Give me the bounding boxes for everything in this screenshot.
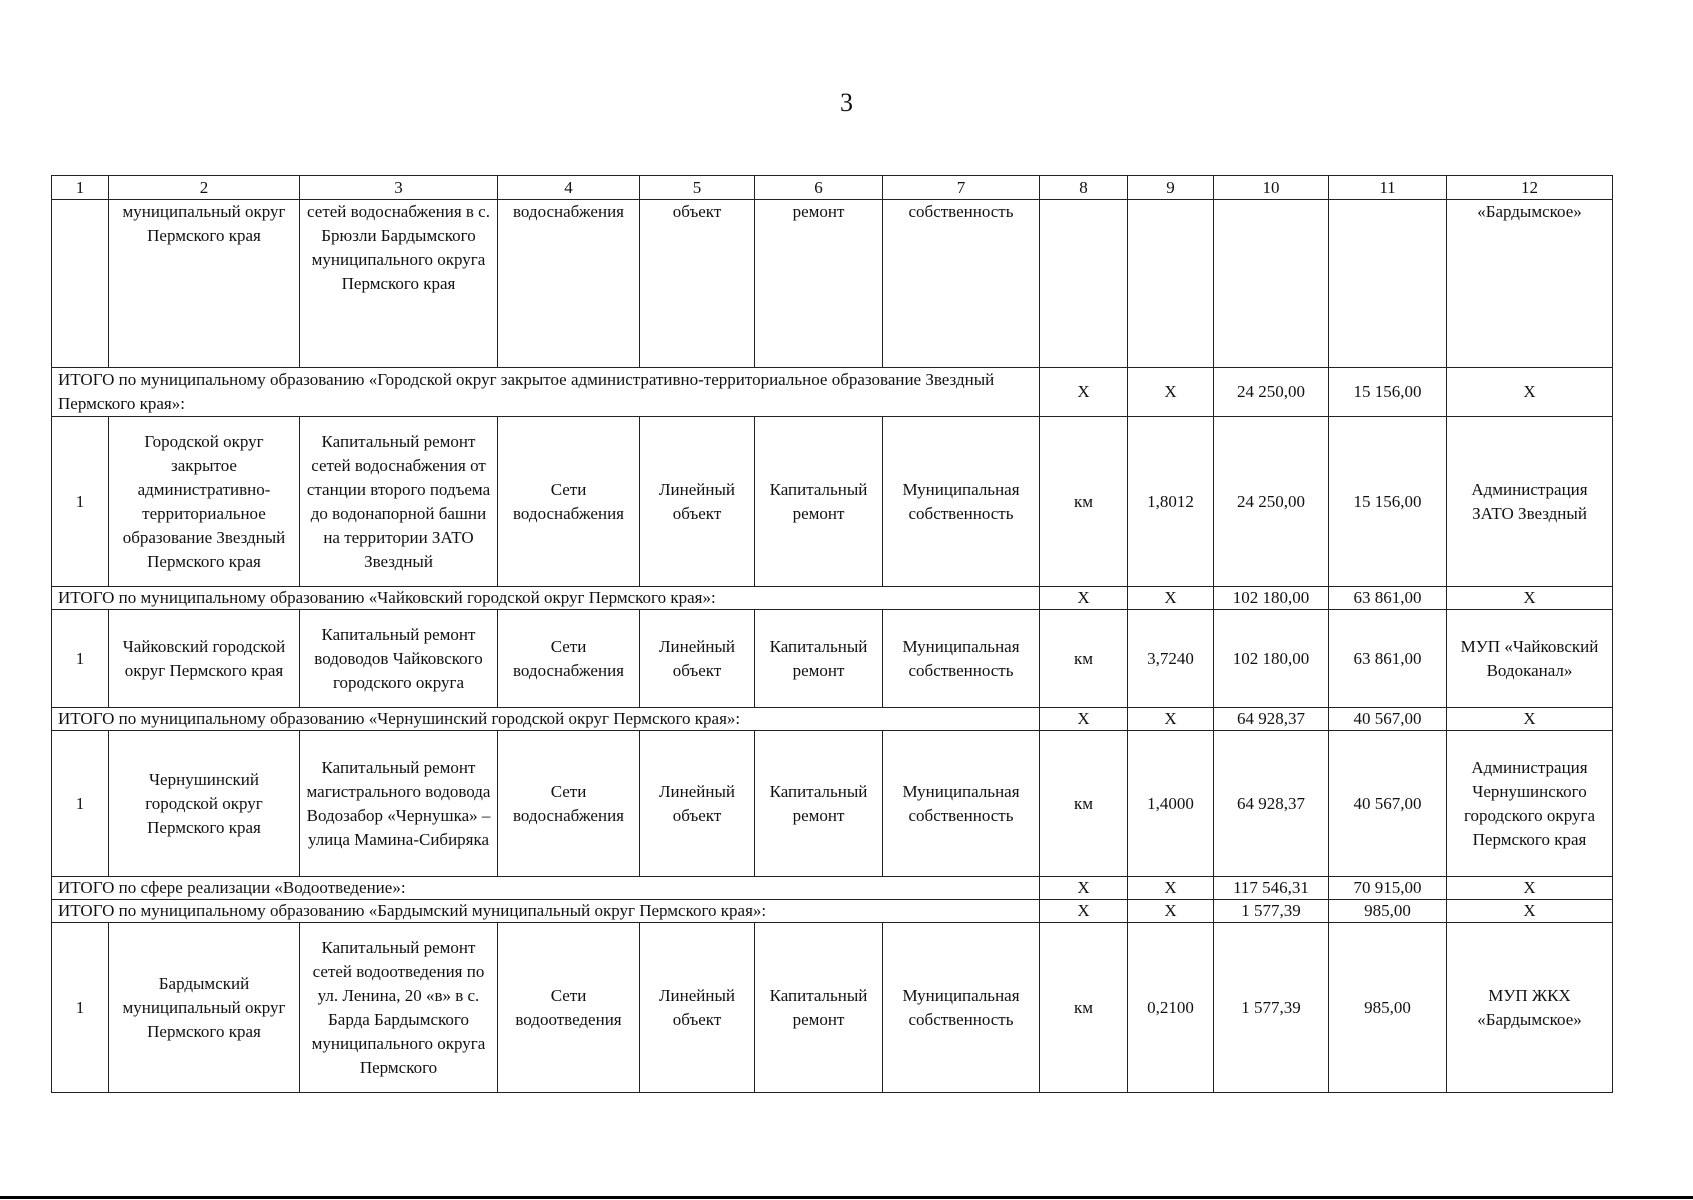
table-cell: 117 546,31 [1214,877,1329,900]
table-cell: 63 861,00 [1329,587,1447,610]
total-label: ИТОГО по сфере реализации «Водоотведение»: [52,877,1040,900]
header-cell: 5 [640,176,755,200]
table-cell: 102 180,00 [1214,610,1329,708]
table-cell: 985,00 [1329,900,1447,923]
table-cell: км [1040,610,1128,708]
table-cell: Х [1128,368,1214,417]
header-cell: 3 [300,176,498,200]
table-cell: 1 [52,923,109,1093]
header-cell: 9 [1128,176,1214,200]
table-cell: сетей водоснабжения в с. Брюзли Бардымского муниципального округа Пермского края [300,200,498,368]
table-cell [52,200,109,368]
table-cell: Капитальный ремонт [755,731,883,877]
header-row [52,176,1613,200]
header-cell: 12 [1447,176,1613,200]
table-cell: объект [640,200,755,368]
header-cell: 6 [755,176,883,200]
total-row [52,877,1613,900]
table-cell: Х [1128,708,1214,731]
table-cell: МУП «Чайковский Водоканал» [1447,610,1613,708]
table-cell: Капитальный ремонт [755,923,883,1093]
table-row-continuation [52,200,1613,368]
table-cell: Капитальный ремонт [755,417,883,587]
table-cell: 1 [52,731,109,877]
table-cell [1329,200,1447,368]
page-number: 3 [840,88,853,117]
table-cell: собственность [883,200,1040,368]
table-cell: 102 180,00 [1214,587,1329,610]
table-cell: Администрация ЗАТО Звездный [1447,417,1613,587]
table-cell: водоснабжения [498,200,640,368]
table-cell: 1 577,39 [1214,923,1329,1093]
table-cell: Капитальный ремонт сетей водоснабжения от станции второго подъема до водонапорной башни на территории ЗАТО Звездный [300,417,498,587]
table-cell: Х [1128,587,1214,610]
table-cell: км [1040,731,1128,877]
table-cell: Х [1128,900,1214,923]
header-cell: 4 [498,176,640,200]
table-cell: Муниципальная собственность [883,417,1040,587]
table-cell: 1 [52,610,109,708]
table-cell: Сети водоотведения [498,923,640,1093]
table-cell: 1,8012 [1128,417,1214,587]
total-row [52,368,1613,417]
table-cell: Линейный объект [640,923,755,1093]
header-cell: 8 [1040,176,1128,200]
total-label: ИТОГО по муниципальному образованию «Чайковский городской округ Пермского края»: [52,587,1040,610]
table-cell: Капитальный ремонт сетей водоотведения по ул. Ленина, 20 «в» в с. Барда Бардымского муниципального округа Пермского [300,923,498,1093]
table-cell [1214,200,1329,368]
table-cell: Бардымский муниципальный округ Пермского края [109,923,300,1093]
table-cell: 64 928,37 [1214,708,1329,731]
total-row [52,587,1613,610]
table-row [52,923,1613,1093]
table-cell: 1 [52,417,109,587]
table-cell: 40 567,00 [1329,708,1447,731]
header-cell: 1 [52,176,109,200]
table-cell: 40 567,00 [1329,731,1447,877]
table-cell: Муниципальная собственность [883,923,1040,1093]
table-cell: 3,7240 [1128,610,1214,708]
total-label: ИТОГО по муниципальному образованию «Городской округ закрытое административно-территориальное образование Звездный Пермского края»: [52,368,1040,417]
table-cell: Х [1040,877,1128,900]
header-cell: 10 [1214,176,1329,200]
table-row [52,610,1613,708]
table-cell: Чернушинский городской округ Пермского края [109,731,300,877]
table-cell: 15 156,00 [1329,417,1447,587]
table-cell: Сети водоснабжения [498,731,640,877]
table-cell: Линейный объект [640,610,755,708]
table-cell: Сети водоснабжения [498,417,640,587]
table-cell: 24 250,00 [1214,368,1329,417]
header-cell: 2 [109,176,300,200]
table-cell: Х [1040,708,1128,731]
table-cell: 1 577,39 [1214,900,1329,923]
table-cell: Х [1447,368,1613,417]
table-cell: 70 915,00 [1329,877,1447,900]
table-cell: Х [1040,587,1128,610]
table-cell: 15 156,00 [1329,368,1447,417]
table-cell: Х [1447,587,1613,610]
table-row [52,417,1613,587]
table-cell: 63 861,00 [1329,610,1447,708]
table-cell: 985,00 [1329,923,1447,1093]
data-table [51,175,1613,1093]
total-row [52,900,1613,923]
table-cell [1040,200,1128,368]
table-row [52,731,1613,877]
table-cell: ремонт [755,200,883,368]
table-cell: Х [1128,877,1214,900]
table-cell: Сети водоснабжения [498,610,640,708]
table-cell: 0,2100 [1128,923,1214,1093]
table-cell: муниципальный округ Пермского края [109,200,300,368]
table-cell: 1,4000 [1128,731,1214,877]
table-cell: Муниципальная собственность [883,610,1040,708]
total-label: ИТОГО по муниципальному образованию «Чернушинский городской округ Пермского края»: [52,708,1040,731]
table-cell: 24 250,00 [1214,417,1329,587]
table-cell: 64 928,37 [1214,731,1329,877]
table-cell: Капитальный ремонт водоводов Чайковского городского округа [300,610,498,708]
total-row [52,708,1613,731]
table-cell: Линейный объект [640,417,755,587]
header-cell: 11 [1329,176,1447,200]
table-cell: км [1040,923,1128,1093]
table-cell [1128,200,1214,368]
table-cell: Администрация Чернушинского городского округа Пермского края [1447,731,1613,877]
table-cell: Х [1447,900,1613,923]
table-cell: «Бардымское» [1447,200,1613,368]
table-cell: Х [1040,900,1128,923]
page-bottom-edge [0,1196,1693,1199]
table-cell: Чайковский городской округ Пермского края [109,610,300,708]
header-cell: 7 [883,176,1040,200]
table-cell: МУП ЖКХ «Бардымское» [1447,923,1613,1093]
table-cell: Капитальный ремонт [755,610,883,708]
table-cell: км [1040,417,1128,587]
table-cell: Х [1040,368,1128,417]
table-cell: Капитальный ремонт магистрального водовода Водозабор «Чернушка» – улица Мамина-Сибиряка [300,731,498,877]
table-cell: Х [1447,877,1613,900]
total-label: ИТОГО по муниципальному образованию «Бардымский муниципальный округ Пермского края»: [52,900,1040,923]
table-cell: Х [1447,708,1613,731]
table-cell: Линейный объект [640,731,755,877]
table-cell: Муниципальная собственность [883,731,1040,877]
table-cell: Городской округ закрытое административно-территориальное образование Звездный Пермского края [109,417,300,587]
